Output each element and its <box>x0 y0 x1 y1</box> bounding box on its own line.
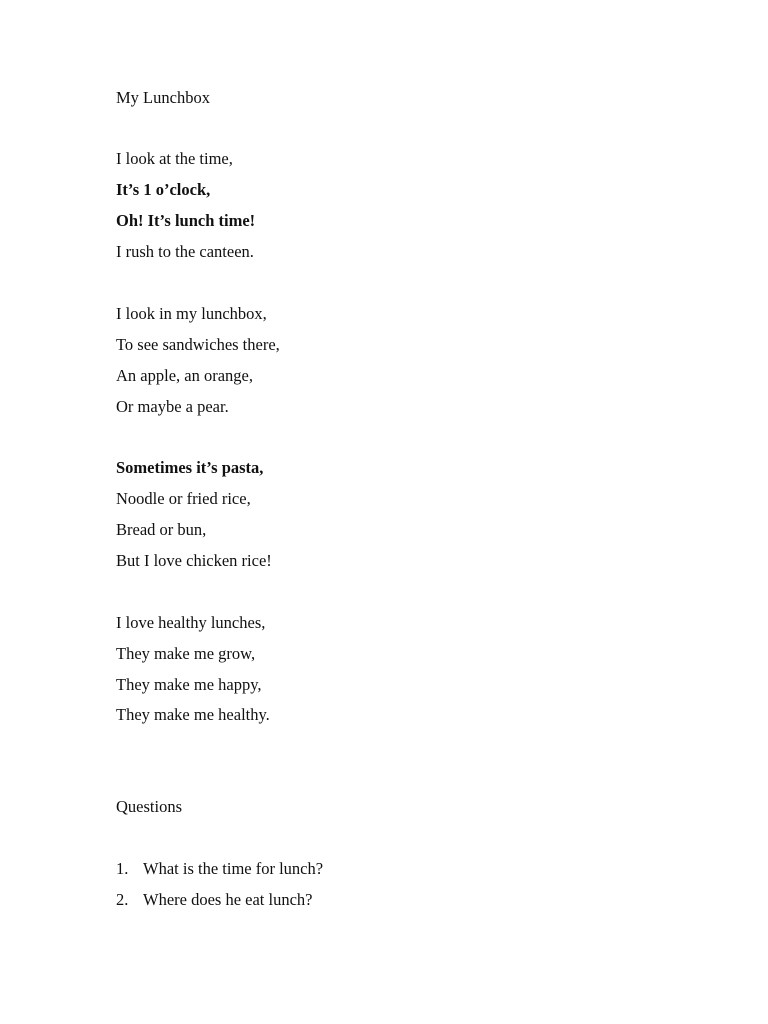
poem-line: They make me healthy. <box>116 705 270 724</box>
question-number: 1. <box>116 859 129 878</box>
question-item <box>116 890 313 910</box>
poem-line: To see sandwiches there, <box>116 335 280 354</box>
question-number: 2. <box>116 890 129 909</box>
poem-line: Oh! It’s lunch time! <box>116 211 256 230</box>
document-page <box>116 0 716 1024</box>
poem-line: Noodle or fried rice, <box>116 489 251 508</box>
questions-heading: Questions <box>116 797 182 816</box>
poem-line: Bread or bun, <box>116 520 207 539</box>
poem-line: They make me happy, <box>116 675 262 694</box>
poem-title: My Lunchbox <box>116 88 210 107</box>
poem-line: I love healthy lunches, <box>116 613 266 632</box>
question-text: What is the time for lunch? <box>143 859 324 878</box>
question-item <box>116 859 323 879</box>
poem-line: I rush to the canteen. <box>116 242 254 261</box>
question-text: Where does he eat lunch? <box>143 890 313 909</box>
poem-line: I look at the time, <box>116 149 233 168</box>
poem-line: It’s 1 o’clock, <box>116 180 211 199</box>
poem-line: An apple, an orange, <box>116 366 253 385</box>
poem-line: But I love chicken rice! <box>116 551 272 570</box>
poem-line: They make me grow, <box>116 644 256 663</box>
poem-line: Sometimes it’s pasta, <box>116 458 264 477</box>
poem-line: Or maybe a pear. <box>116 397 229 416</box>
poem-line: I look in my lunchbox, <box>116 304 267 323</box>
